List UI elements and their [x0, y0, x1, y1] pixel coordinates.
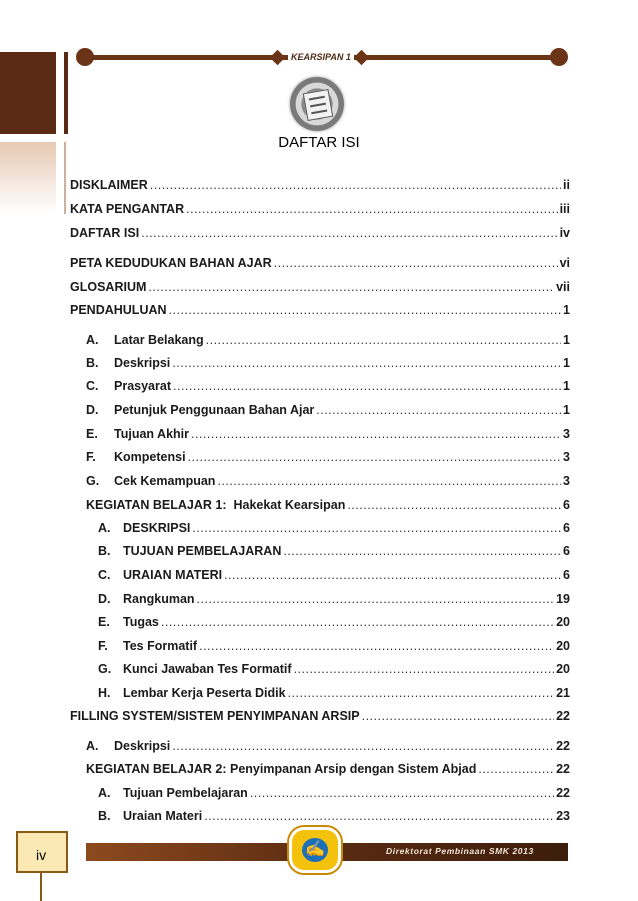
toc-leader-dots: [141, 225, 557, 241]
toc-entry-page: 1: [563, 403, 570, 417]
toc-entry-page: 6: [563, 544, 570, 558]
toc-leader-dots: [188, 449, 562, 465]
toc-entry[interactable]: [70, 302, 570, 318]
toc-entry-number: C.: [98, 568, 111, 582]
toc-entry-label: KEGIATAN BELAJAR 1: Hakekat Kearsipan: [86, 498, 346, 512]
toc-entry-page: 20: [556, 639, 570, 653]
runner-icon: ✍: [302, 838, 328, 862]
toc-entry[interactable]: [86, 355, 570, 371]
toc-entry-page: 6: [563, 568, 570, 582]
toc-entry[interactable]: [98, 543, 570, 559]
toc-entry-number: B.: [86, 356, 99, 370]
toc-leader-dots: [362, 708, 554, 724]
toc-entry-number: F.: [86, 450, 96, 464]
toc-entry-label: TUJUAN PEMBELAJARAN: [123, 544, 282, 558]
toc-entry-page: iv: [559, 226, 570, 240]
toc-entry-label: Deskripsi: [114, 356, 171, 370]
toc-entry-label: GLOSARIUM: [70, 280, 147, 294]
toc-entry-number: B.: [98, 544, 111, 558]
toc-entry[interactable]: [86, 449, 570, 465]
toc-entry-label: Lembar Kerja Peserta Didik: [123, 686, 286, 700]
toc-entry-label: KEGIATAN BELAJAR 2: Penyimpanan Arsip dengan Sistem Abjad: [86, 762, 477, 776]
toc-leader-dots: [172, 355, 561, 371]
toc-leader-dots: [173, 378, 561, 394]
toc-entry-page: vi: [559, 256, 570, 270]
toc-entry-page: 3: [563, 427, 570, 441]
toc-entry-label: Kompetensi: [114, 450, 186, 464]
toc-entry[interactable]: [86, 332, 570, 348]
toc-entry-page: iii: [559, 202, 570, 216]
toc-entry[interactable]: [86, 497, 570, 513]
toc-entry-page: 1: [563, 356, 570, 370]
toc-entry[interactable]: [70, 255, 570, 271]
toc-leader-dots: [161, 614, 554, 630]
toc-leader-dots: [199, 638, 554, 654]
toc-leader-dots: [294, 661, 555, 677]
toc-entry[interactable]: [86, 761, 570, 777]
toc-entry-label: Petunjuk Penggunaan Bahan Ajar: [114, 403, 315, 417]
toc-entry-page: 1: [563, 303, 570, 317]
toc-entry[interactable]: [98, 808, 570, 824]
toc-entry-label: FILLING SYSTEM/SISTEM PENYIMPANAN ARSIP: [70, 709, 360, 723]
toc-entry[interactable]: [86, 738, 570, 754]
toc-leader-dots: [288, 685, 555, 701]
toc-entry-page: 23: [556, 809, 570, 823]
toc-entry-label: Tujuan Pembelajaran: [123, 786, 248, 800]
toc-entry[interactable]: [98, 685, 570, 701]
toc-leader-dots: [148, 279, 554, 295]
footer-publisher: Direktorat Pembinaan SMK 2013: [386, 846, 534, 856]
toc-entry-number: D.: [86, 403, 99, 417]
page-number-stub: [40, 873, 42, 901]
toc-entry-page: 22: [556, 786, 570, 800]
toc-entry[interactable]: [70, 225, 570, 241]
toc-entry[interactable]: [98, 661, 570, 677]
toc-entry-label: PENDAHULUAN: [70, 303, 167, 317]
toc-entry-label: Rangkuman: [123, 592, 195, 606]
toc-entry-page: 22: [556, 762, 570, 776]
toc-entry-number: A.: [86, 739, 99, 753]
toc-entry-number: G.: [98, 662, 112, 676]
toc-leader-dots: [224, 567, 561, 583]
toc-entry-label: Deskripsi: [114, 739, 171, 753]
toc-entry-page: 1: [563, 333, 570, 347]
toc-entry-label: Cek Kemampuan: [114, 474, 216, 488]
toc-leader-dots: [186, 201, 557, 217]
toc-leader-dots: [172, 738, 554, 754]
toc-entry[interactable]: [98, 591, 570, 607]
toc-leader-dots: [169, 302, 562, 318]
toc-entry-label: Tes Formatif: [123, 639, 198, 653]
toc-entry-label: Uraian Materi: [123, 809, 203, 823]
toc-entry-number: D.: [98, 592, 111, 606]
toc-entry-page: 20: [556, 662, 570, 676]
toc-leader-dots: [316, 402, 561, 418]
toc-entry-number: C.: [86, 379, 99, 393]
toc-entry[interactable]: [98, 567, 570, 583]
toc-leader-dots: [204, 808, 554, 824]
toc-leader-dots: [206, 332, 561, 348]
toc-entry-number: F.: [98, 639, 108, 653]
toc-leader-dots: [191, 426, 561, 442]
toc-entry-label: DESKRIPSI: [123, 521, 191, 535]
toc-entry-page: 1: [563, 379, 570, 393]
footer-logo-icon: [292, 830, 338, 870]
toc-entry[interactable]: [98, 785, 570, 801]
toc-entry[interactable]: [98, 614, 570, 630]
toc-entry[interactable]: [70, 201, 570, 217]
toc-leader-dots: [217, 473, 561, 489]
toc-entry[interactable]: [86, 473, 570, 489]
page-title: DAFTAR ISI: [278, 134, 360, 151]
toc-entry-page: 3: [563, 474, 570, 488]
toc-entry-page: 20: [556, 615, 570, 629]
toc-entry-page: 22: [556, 739, 570, 753]
toc-entry[interactable]: [86, 378, 570, 394]
toc-entry-page: 6: [563, 498, 570, 512]
toc-entry[interactable]: [86, 426, 570, 442]
toc-entry-page: vii: [556, 280, 570, 294]
toc-entry-label: Tujuan Akhir: [114, 427, 189, 441]
toc-entry-label: URAIAN MATERI: [123, 568, 223, 582]
toc-entry-label: Latar Belakang: [114, 333, 204, 347]
toc-leader-dots: [250, 785, 554, 801]
toc-entry-page: ii: [563, 178, 570, 192]
toc-leader-dots: [347, 497, 561, 513]
toc-entry-number: A.: [98, 786, 111, 800]
toc-entry-label: DISKLAIMER: [70, 178, 148, 192]
toc-entry-number: A.: [98, 521, 111, 535]
toc-leader-dots: [274, 255, 558, 271]
toc-entry-label: Kunci Jawaban Tes Formatif: [123, 662, 292, 676]
toc-entry-number: B.: [98, 809, 111, 823]
toc-entry-page: 3: [563, 450, 570, 464]
toc-entry-number: E.: [86, 427, 98, 441]
toc-entry[interactable]: [98, 638, 570, 654]
header-title: KEARSIPAN 1: [288, 51, 354, 63]
toc-entry[interactable]: [70, 279, 570, 295]
toc-leader-dots: [478, 761, 554, 777]
toc-entry-label: KATA PENGANTAR: [70, 202, 185, 216]
toc-entry-page: 19: [556, 592, 570, 606]
toc-leader-dots: [283, 543, 561, 559]
toc-entry-label: DAFTAR ISI: [70, 226, 140, 240]
toc-leader-dots: [150, 177, 561, 193]
toc-entry-page: 6: [563, 521, 570, 535]
toc-entry[interactable]: [98, 520, 570, 536]
page-number: iv: [16, 831, 68, 873]
toc-entry-page: 22: [556, 709, 570, 723]
toc-entry-label: Tugas: [123, 615, 159, 629]
toc-entry-number: G.: [86, 474, 100, 488]
toc-leader-dots: [192, 520, 561, 536]
toc-entry[interactable]: [70, 177, 570, 193]
toc-entry-label: PETA KEDUDUKAN BAHAN AJAR: [70, 256, 272, 270]
toc-entry-page: 21: [556, 686, 570, 700]
toc-entry[interactable]: [70, 708, 570, 724]
toc-leader-dots: [197, 591, 555, 607]
toc-entry[interactable]: [86, 402, 570, 418]
toc-entry-label: Prasyarat: [114, 379, 171, 393]
toc-entry-number: H.: [98, 686, 111, 700]
toc-entry-number: E.: [98, 615, 110, 629]
toc-entry-number: A.: [86, 333, 99, 347]
